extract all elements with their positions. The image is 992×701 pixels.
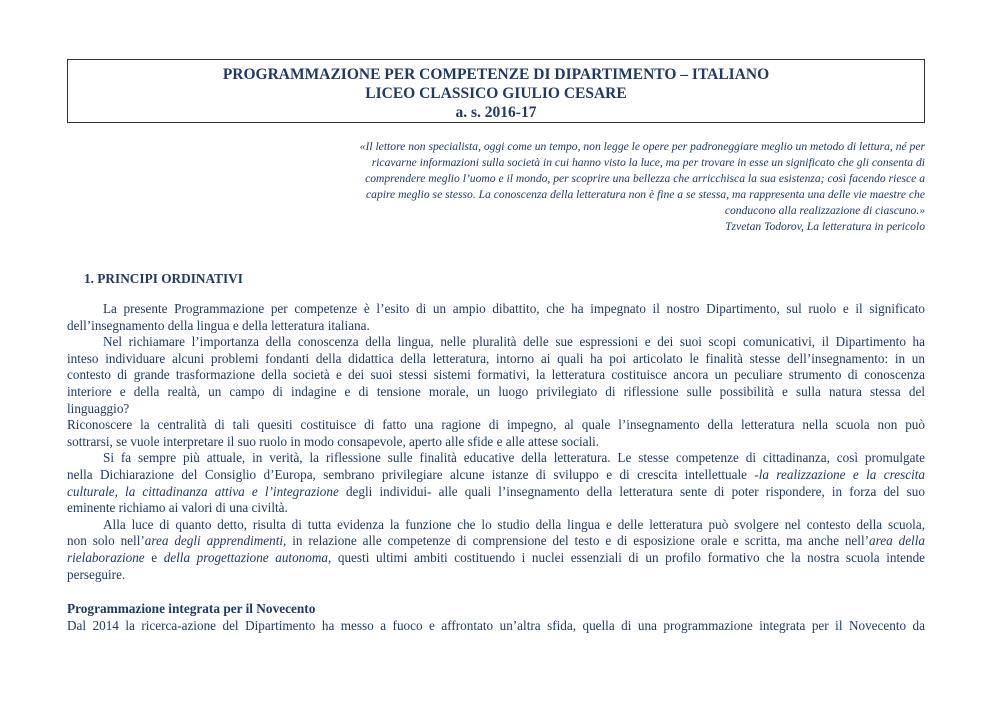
paragraph-text: degli individui- alle quali l’insegnamento della letteratura sente di poter rispondere, in forza del suo xyxy=(338,483,925,499)
paragraph-line xyxy=(67,550,925,567)
epigraph xyxy=(230,139,925,235)
paragraph-line xyxy=(67,533,925,550)
paragraph-line: Si fa sempre più attuale, in verità, la riflessione sulle finalità educative della letteratura. Le stesse competenze di cittadinanza, così promulgate xyxy=(103,450,925,466)
epigraph-line: «Il lettore non specialista, oggi come un tempo, non legge le opere per padroneggiare meglio un metodo di lettura, né per xyxy=(359,140,925,153)
paragraph-line: Nel richiamare l’importanza della conoscenza della lingua, nelle pluralità delle sue espressioni e dei suoi scopi comunicativi, il Dipartimento ha xyxy=(103,334,925,350)
paragraph-line: inteso individuare alcuni problemi fondanti della didattica della letteratura, intorno ai quali ha poi articolato le finalità stesse dell’insegnamento: in un xyxy=(67,350,925,366)
italic-phrase: area della xyxy=(869,533,925,549)
paragraph-text: , in relazione alle competenze di comprensione del testo e di esposizione orale e scritta, ma anche nell’ xyxy=(283,533,870,549)
paragraph-line: Riconoscere la centralità di tali quesiti costituisce di fatto una ragione di impegno, al quale l’insegnamento della letteratura nella scuola non può xyxy=(67,417,925,433)
paragraph-text: nella Dichiarazione del Consiglio d’Europa, sembrano privilegiare alcune istanze di sviluppo e di crescita intellettuale xyxy=(67,466,747,482)
paragraph-line: La presente Programmazione per competenze è l’esito di un ampio dibattito, che ha impegnato il nostro Dipartimento, sul ruolo e il significato xyxy=(103,301,925,316)
paragraph-line: dell’insegnamento della lingua e della letteratura italiana. xyxy=(67,317,370,333)
paragraph-line: sottrarsi, se vuole interpretare il suo ruolo in modo consapevole, aperto alle sfide e alle attese sociali. xyxy=(67,433,600,449)
epigraph-attribution: Tzvetan Todorov, La letteratura in pericolo xyxy=(725,220,925,233)
title-line-1: PROGRAMMAZIONE PER COMPETENZE DI DIPARTIMENTO – ITALIANO xyxy=(222,66,770,83)
epigraph-line: conducono alla realizzazione di ciascuno.» xyxy=(724,204,925,217)
paragraph-line: contesto di grande trasformazione della società e dei suoi stessi sistemi formativi, la letteratura costituisce ancora un peculiare strumento di conoscenza xyxy=(67,367,925,383)
epigraph-line: capire meglio se stesso. La conoscenza della letteratura non è fine a se stessa, ma rappresenta una delle vie maestre che xyxy=(366,188,925,201)
italic-phrase: della progettazione autonoma xyxy=(163,549,328,565)
section-body xyxy=(67,301,925,583)
section-heading-principi: 1. PRINCIPI ORDINATIVI xyxy=(84,271,243,286)
paragraph-text: , questi ultimi ambiti costituendo i nuclei essenziali di un profilo formativo che la nostra scuola intende xyxy=(328,549,926,565)
subsection-heading-novecento: Programmazione integrata per il Novecento xyxy=(67,601,316,616)
epigraph-line: ricavarne informazioni sulla società in cui hanno visto la luce, ma per trovare in esse un significato che gli consenta di xyxy=(371,156,925,169)
italic-phrase: area degli apprendimenti xyxy=(144,533,284,549)
paragraph-line xyxy=(67,467,925,484)
italic-phrase: rielaborazione xyxy=(67,549,145,565)
title-line-2: LICEO CLASSICO GIULIO CESARE xyxy=(365,85,627,102)
paragraph-text: e xyxy=(144,549,164,565)
paragraph-line: Alla luce di quanto detto, risulta di tutta evidenza la funzione che lo studio della lingua e delle letteratura può svolgere nel contesto della scuola, xyxy=(103,516,925,532)
italic-phrase: -la realizzazione e la crescita xyxy=(754,466,925,482)
italic-phrase: culturale, la cittadinanza attiva e l’integrazione xyxy=(67,483,339,499)
paragraph-line: Dal 2014 la ricerca-azione del Dipartimento ha messo a fuoco e affrontato un’altra sfida, quella di una programmazione integrata per il Novecento da xyxy=(67,618,925,633)
epigraph-line: comprendere meglio l’uomo e il mondo, per scoprire una bellezza che arricchisca la sua esistenza; così facendo riesce a xyxy=(365,172,925,185)
subsection-body xyxy=(67,618,925,635)
document-title-box xyxy=(67,59,925,123)
paragraph-line xyxy=(67,484,925,501)
paragraph-line: eminente richiamo ai valori di una civiltà. xyxy=(67,500,288,516)
paragraph-text: non solo nell’ xyxy=(67,533,145,549)
paragraph-line: interiore e della realtà, un campo di indagine e di tensione morale, un luogo privilegiato di riflessione sulle possibilità e sulla natura stessa del xyxy=(67,383,925,399)
paragraph-line: linguaggio? xyxy=(67,400,130,416)
paragraph-line: perseguire. xyxy=(67,566,126,582)
title-line-3: a. s. 2016-17 xyxy=(455,104,537,121)
